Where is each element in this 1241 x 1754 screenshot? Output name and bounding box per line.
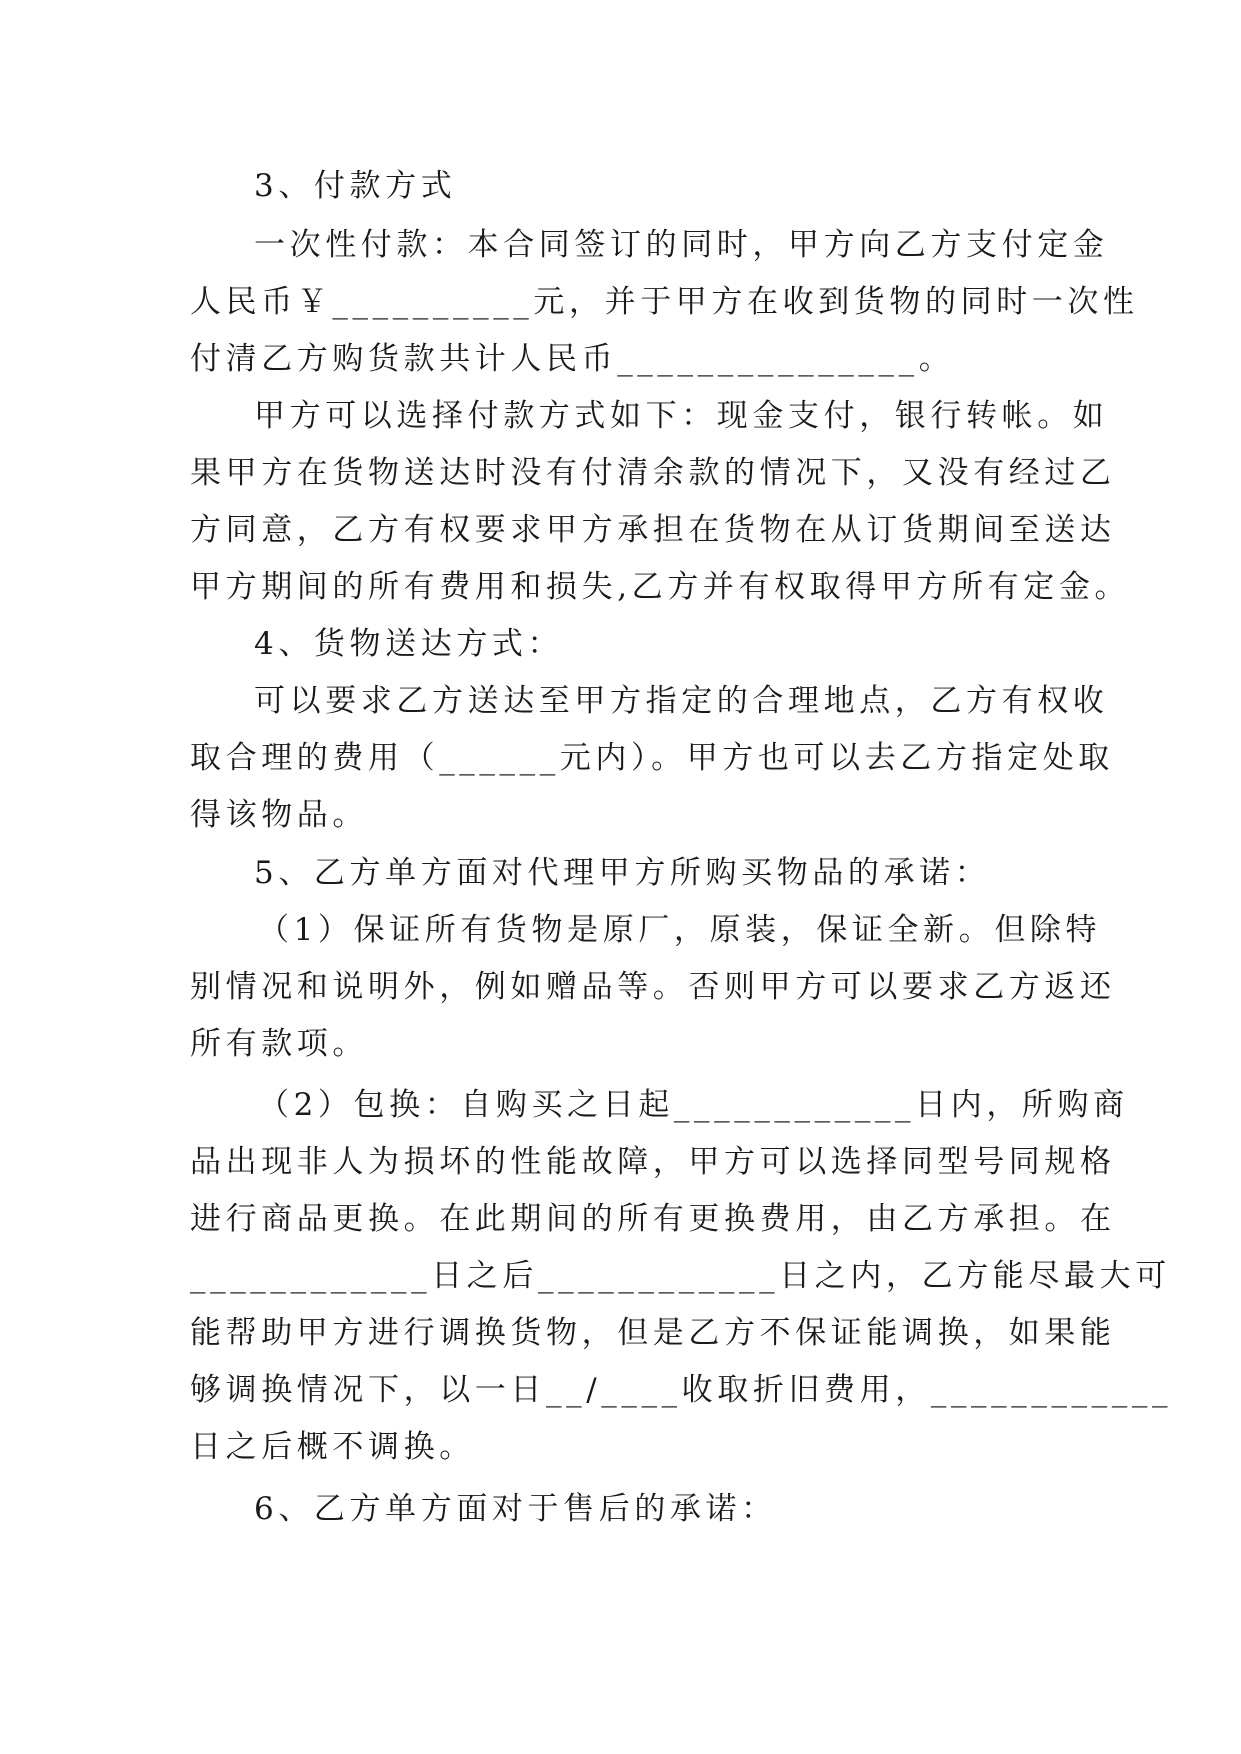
paragraph-line: 够调换情况下，以一日__/____收取折旧费用，____________ [190,1372,1173,1408]
paragraph-line: 可以要求乙方送达至甲方指定的合理地点，乙方有权收 [254,683,1109,719]
paragraph-line: 能帮助甲方进行调换货物，但是乙方不保证能调换，如果能 [190,1315,1116,1351]
section-4-heading: 4、货物送达方式： [254,626,564,662]
paragraph-line: ____________日之后____________日之内，乙方能尽最大可 [190,1258,1171,1294]
section-6-heading: 6、乙方单方面对于售后的承诺： [254,1491,777,1527]
paragraph-line: 甲方可以选择付款方式如下：现金支付，银行转帐。如 [254,398,1109,434]
paragraph-line: 所有款项。 [190,1026,368,1062]
paragraph-line: 进行商品更换。在此期间的所有更换费用，由乙方承担。在 [190,1201,1116,1237]
paragraph-line: 品出现非人为损坏的性能故障，甲方可以选择同型号同规格 [190,1144,1116,1180]
paragraph-line: 日之后概不调换。 [190,1429,475,1465]
paragraph-line: 得该物品。 [190,797,368,833]
paragraph-line: 取合理的费用（______元内）。甲方也可以去乙方指定处取 [190,740,1114,776]
paragraph-line: （2）包换：自购买之日起____________日内，所购商 [258,1087,1129,1123]
paragraph-line: （1）保证所有货物是原厂，原装，保证全新。但除特 [258,912,1102,948]
paragraph-line: 别情况和说明外，例如赠品等。否则甲方可以要求乙方返还 [190,969,1116,1005]
paragraph-line: 一次性付款：本合同签订的同时，甲方向乙方支付定金 [254,227,1109,263]
paragraph-line: 方同意，乙方有权要求甲方承担在货物在从订货期间至送达 [190,512,1116,548]
section-3-heading: 3、付款方式 [254,168,457,204]
paragraph-line: 果甲方在货物送达时没有付清余款的情况下，又没有经过乙 [190,455,1116,491]
paragraph-line: 人民币￥__________元，并于甲方在收到货物的同时一次性 [190,284,1139,320]
paragraph-line: 付清乙方购货款共计人民币_______________。 [190,341,955,377]
section-5-heading: 5、乙方单方面对代理甲方所购买物品的承诺： [254,855,991,891]
paragraph-line: 甲方期间的所有费用和损失,乙方并有权取得甲方所有定金。 [190,569,1131,605]
